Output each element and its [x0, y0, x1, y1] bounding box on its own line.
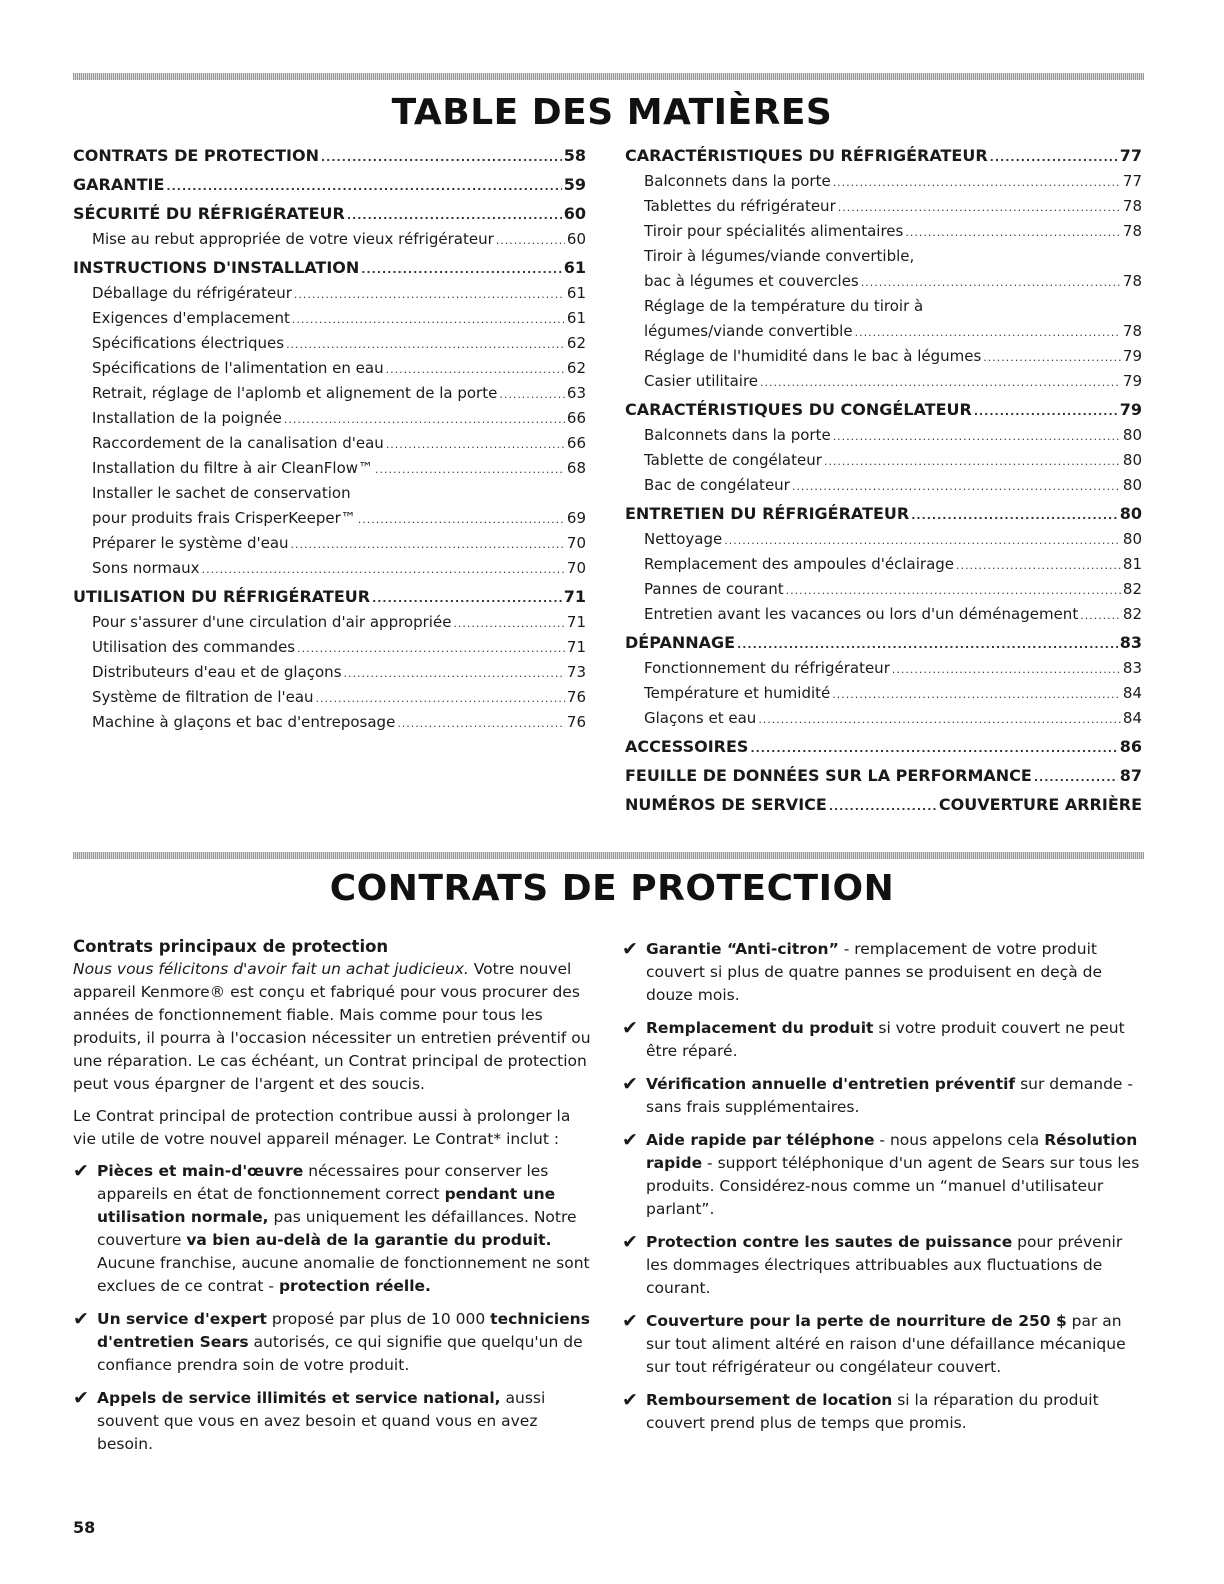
toc-leader-dots [375, 457, 565, 482]
toc-leader-dots [286, 332, 565, 357]
toc-entry-page: 66 [566, 434, 586, 452]
toc-entry-page: 68 [566, 459, 586, 477]
toc-entry-page: 71 [566, 613, 586, 631]
toc-entry [73, 506, 586, 531]
bold-text: Remplacement du produit [646, 1019, 874, 1037]
toc-entry [625, 143, 1142, 169]
toc-entry-label: INSTRUCTIONS D'INSTALLATION [73, 258, 360, 277]
toc-entry-page: 83 [1119, 633, 1142, 652]
toc-entry-label: Installation du filtre à air CleanFlow™ [92, 459, 374, 477]
toc-entry-page: 76 [566, 713, 586, 731]
toc-entry-label: Installation de la poignée [92, 409, 282, 427]
toc-entry-label: Remplacement des ampoules d'éclairage [644, 555, 955, 573]
intro-paragraph [73, 958, 593, 1096]
toc-entry [73, 306, 586, 331]
bold-text: Couverture pour la perte de nourriture de 250 $ [646, 1312, 1067, 1330]
toc-entry-label: FEUILLE DE DONNÉES SUR LA PERFORMANCE [625, 766, 1032, 785]
toc-entry-page: 83 [1122, 659, 1142, 677]
toc-entry [625, 319, 1142, 344]
toc-entry [625, 219, 1142, 244]
toc-leader-dots [347, 203, 562, 229]
toc-entry [73, 431, 586, 456]
toc-entry-label: Glaçons et eau [644, 709, 757, 727]
toc-entry-label: Spécifications de l'alimentation en eau [92, 359, 384, 377]
toc-entry-page: 58 [563, 146, 586, 165]
checklist-item [622, 1073, 1144, 1119]
toc-entry-label: UTILISATION DU RÉFRIGÉRATEUR [73, 587, 371, 606]
toc-entry [625, 194, 1142, 219]
toc-entry-page: 79 [1122, 372, 1142, 390]
toc-entry-page: 70 [566, 534, 586, 552]
toc-entry-label: DÉPANNAGE [625, 633, 736, 652]
toc-entry-label: Retrait, réglage de l'aplomb et alignement de la porte [92, 384, 498, 402]
body-text: pour prévenir les dommages électriques attribuables aux fluctuations de courant. [646, 1233, 1123, 1297]
toc-entry-page: 77 [1122, 172, 1142, 190]
toc-entry [625, 269, 1142, 294]
toc-entry [73, 584, 586, 610]
toc-entry [73, 635, 586, 660]
body-text: si la réparation du produit couvert prend plus de temps que promis. [646, 1391, 1099, 1432]
toc-entry-label: Nettoyage [644, 530, 723, 548]
toc-entry-label: Réglage de la température du tiroir à [644, 297, 924, 315]
toc-entry-page: 80 [1122, 426, 1142, 444]
toc-leader-dots [956, 553, 1121, 578]
toc-entry [625, 527, 1142, 552]
toc-entry-label: Tablette de congélateur [644, 451, 822, 469]
toc-entry-label: Préparer le système d'eau [92, 534, 289, 552]
toc-entry-label: Déballage du réfrigérateur [92, 284, 292, 302]
toc-leader-dots [833, 424, 1121, 449]
body-text: - support téléphonique d'un agent de Sears sur tous les produits. Considérez-nous comme un “manuel d'utilisateur parlant”. [646, 1154, 1140, 1218]
toc-leader-dots [386, 432, 565, 457]
toc-entry [73, 255, 586, 281]
toc-entry-label: Mise au rebut appropriée de votre vieux réfrigérateur [92, 230, 494, 248]
toc-leader-dots [758, 707, 1121, 732]
bold-text: pendant une utilisation normale, [97, 1185, 556, 1226]
checklist-item [73, 1308, 593, 1377]
toc-entry [625, 602, 1142, 627]
toc-entry [73, 172, 586, 198]
toc-entry [73, 406, 586, 431]
toc-leader-dots [824, 449, 1121, 474]
toc-entry-label: SÉCURITÉ DU RÉFRIGÉRATEUR [73, 204, 345, 223]
toc-entry-label: Machine à glaçons et bac d'entreposage [92, 713, 396, 731]
toc-leader-dots [297, 636, 565, 661]
checkmark-icon: ✔ [622, 1389, 638, 1411]
bold-text: Remboursement de location [646, 1391, 893, 1409]
checkmark-icon: ✔ [73, 1387, 89, 1409]
toc-leader-dots [496, 228, 565, 253]
toc-entry-page: 61 [566, 309, 586, 327]
toc-entry-page: 82 [1122, 605, 1142, 623]
toc-entry-page: 66 [566, 409, 586, 427]
toc-entry [625, 552, 1142, 577]
toc-leader-dots [291, 532, 565, 557]
toc-leader-dots [974, 399, 1118, 425]
toc-entry-label: Raccordement de la canalisation d'eau [92, 434, 384, 452]
bold-text: Résolution rapide [646, 1131, 1138, 1172]
toc-entry-label: Balconnets dans la porte [644, 426, 831, 444]
toc-entry-page: 78 [1122, 197, 1142, 215]
checklist-item [73, 1160, 593, 1298]
toc-leader-dots [202, 557, 565, 582]
contracts-title: CONTRATS DE PROTECTION [329, 868, 895, 909]
toc-leader-dots [386, 357, 565, 382]
toc-entry [625, 423, 1142, 448]
body-text: - remplacement de votre produit couvert si plus de quatre pannes se produisent en deçà de douze mois. [646, 940, 1103, 1004]
toc-entry [625, 169, 1142, 194]
toc-leader-dots [905, 220, 1121, 245]
toc-entry-page: 78 [1122, 222, 1142, 240]
toc-entry-page: 78 [1122, 322, 1142, 340]
right-bullet-list [622, 938, 1144, 1435]
toc-entry-label: Système de filtration de l'eau [92, 688, 314, 706]
toc-entry-label: Fonctionnement du réfrigérateur [644, 659, 890, 677]
toc-entry-label: CARACTÉRISTIQUES DU CONGÉLATEUR [625, 400, 972, 419]
toc-entry-page: 61 [563, 258, 586, 277]
toc-entry-label: Sons normaux [92, 559, 200, 577]
toc-entry [73, 356, 586, 381]
checkmark-icon: ✔ [622, 938, 638, 960]
intro-italic: Nous vous félicitons d'avoir fait un achat judicieux. [73, 960, 469, 978]
toc-entry-label: Tiroir à légumes/viande convertible, [644, 247, 915, 265]
body-text: aussi souvent que vous en avez besoin et quand vous en avez besoin. [97, 1389, 546, 1453]
checkmark-icon: ✔ [73, 1308, 89, 1330]
bold-text: va bien au-delà de la garantie du produit. [186, 1231, 552, 1249]
body-text: pas uniquement les défaillances. Notre couverture [97, 1208, 577, 1249]
toc-entry [625, 656, 1142, 681]
toc-leader-dots [911, 503, 1118, 529]
checklist-item [622, 1310, 1144, 1379]
toc-entry-label: Balconnets dans la porte [644, 172, 831, 190]
toc-entry [73, 685, 586, 710]
toc-entry-label: Bac de congélateur [644, 476, 790, 494]
toc-entry-page: 76 [566, 688, 586, 706]
toc-entry-label: Spécifications électriques [92, 334, 285, 352]
toc-entry-page: 80 [1122, 530, 1142, 548]
bold-text: Pièces et main-d'œuvre [97, 1162, 304, 1180]
toc-entry-page: 63 [566, 384, 586, 402]
toc-leader-dots [321, 145, 562, 171]
top-divider [73, 73, 1144, 80]
toc-entry [73, 201, 586, 227]
toc-entry [73, 331, 586, 356]
toc-entry [73, 531, 586, 556]
toc-entry [625, 397, 1142, 423]
page-number: 58 [73, 1518, 96, 1537]
body-text: proposé par plus de 10 000 [266, 1310, 491, 1328]
toc-entry [625, 734, 1142, 760]
toc-leader-dots [499, 382, 565, 407]
body-text: par an sur tout aliment altéré en raison d'une défaillance mécanique sur tout réfrigérateur ou congélateur couvert. [646, 1312, 1126, 1376]
toc-entry-page: 77 [1119, 146, 1142, 165]
toc-entry [625, 448, 1142, 473]
intro-text: Votre nouvel appareil Kenmore® est conçu et fabriqué pour vous procurer des années de fonctionnement fiable. Mais comme pour tous les produits, il pourra à l'occasion nécessiter un entretien préventif ou une réparation. Le cas échéant, un Contrat principal de protection peut vous épargner de l'argent et des soucis. [73, 960, 591, 1093]
toc-entry-label: Distributeurs d'eau et de glaçons [92, 663, 342, 681]
checkmark-icon: ✔ [622, 1017, 638, 1039]
toc-entry-page: 81 [1122, 555, 1142, 573]
toc-entry-label: ENTRETIEN DU RÉFRIGÉRATEUR [625, 504, 910, 523]
toc-leader-dots [861, 270, 1121, 295]
toc-leader-dots [292, 307, 565, 332]
toc-entry [73, 143, 586, 169]
toc-entry-page: COUVERTURE ARRIÈRE [938, 795, 1142, 814]
toc-entry-label: Utilisation des commandes [92, 638, 296, 656]
checklist-item [622, 938, 1144, 1007]
toc-leader-dots [892, 657, 1121, 682]
bold-text: Vérification annuelle d'entretien préventif [646, 1075, 1016, 1093]
toc-entry-page: 71 [563, 587, 586, 606]
bold-text: techniciens d'entretien Sears [97, 1310, 590, 1351]
toc-entry-page: 70 [566, 559, 586, 577]
body-text: autorisés, ce qui signifie que quelqu'un de confiance prendra soin de votre produit. [97, 1333, 583, 1374]
toc-entry [625, 244, 1142, 269]
toc-leader-dots [1080, 603, 1121, 628]
toc-entry [625, 577, 1142, 602]
toc-entry-page: 84 [1122, 709, 1142, 727]
toc-entry-label: Casier utilitaire [644, 372, 759, 390]
toc-leader-dots [829, 794, 937, 820]
toc-entry-page: 80 [1119, 504, 1142, 523]
toc-entry-page: 59 [563, 175, 586, 194]
checklist-item [73, 1387, 593, 1456]
body-text: nécessaires pour conserver les appareils en état de fonctionnement correct [97, 1162, 549, 1203]
toc-entry-label: Pannes de courant [644, 580, 784, 598]
toc-entry-page: 78 [1122, 272, 1142, 290]
bold-text: Un service d'expert [97, 1310, 267, 1328]
toc-entry [73, 610, 586, 635]
toc-entry-page: 61 [566, 284, 586, 302]
left-bullet-list [73, 1160, 593, 1456]
toc-entry-page: 80 [1122, 451, 1142, 469]
toc-entry-label: Réglage de l'humidité dans le bac à légumes [644, 347, 982, 365]
toc-entry [73, 710, 586, 735]
toc-entry-label: légumes/viande convertible [644, 322, 853, 340]
checkmark-icon: ✔ [73, 1160, 89, 1182]
toc-entry-page: 84 [1122, 684, 1142, 702]
toc-leader-dots [358, 507, 565, 532]
toc-leader-dots [316, 686, 565, 711]
toc-entry-label: Tablettes du réfrigérateur [644, 197, 836, 215]
checklist-item [622, 1389, 1144, 1435]
body-text: sur demande - sans frais supplémentaires. [646, 1075, 1133, 1116]
toc-entry-label: bac à légumes et couvercles [644, 272, 859, 290]
toc-leader-dots [453, 611, 564, 636]
toc-entry-label: Installer le sachet de conservation [92, 484, 351, 502]
toc-entry [73, 456, 586, 481]
toc-entry [625, 706, 1142, 731]
toc-entry-page: 79 [1122, 347, 1142, 365]
toc-leader-dots [284, 407, 565, 432]
toc-entry [625, 473, 1142, 498]
toc-leader-dots [838, 195, 1121, 220]
toc-leader-dots [737, 632, 1118, 658]
toc-entry [625, 792, 1142, 818]
toc-entry-label: Température et humidité [644, 684, 831, 702]
toc-entry [73, 227, 586, 252]
toc-leader-dots [1034, 765, 1118, 791]
checklist-item [622, 1017, 1144, 1063]
toc-entry [73, 660, 586, 685]
toc-left-column [73, 143, 586, 735]
bold-text: Garantie “Anti-citron” [646, 940, 839, 958]
body-text: - nous appelons cela [874, 1131, 1045, 1149]
toc-title: TABLE DES MATIÈRES [391, 92, 833, 133]
toc-leader-dots [792, 474, 1121, 499]
toc-entry-page: 60 [563, 204, 586, 223]
toc-entry [73, 481, 586, 506]
bold-text: Aide rapide par téléphone [646, 1131, 875, 1149]
toc-leader-dots [786, 578, 1121, 603]
toc-entry-label: Tiroir pour spécialités alimentaires [644, 222, 904, 240]
toc-entry [73, 381, 586, 406]
checkmark-icon: ✔ [622, 1073, 638, 1095]
toc-entry-page: 73 [566, 663, 586, 681]
toc-entry-page: 87 [1119, 766, 1142, 785]
toc-entry-label: Exigences d'emplacement [92, 309, 290, 327]
checklist-item [622, 1231, 1144, 1300]
toc-leader-dots [166, 174, 561, 200]
toc-entry-label: Entretien avant les vacances ou lors d'un déménagement [644, 605, 1079, 623]
middle-divider [73, 852, 1144, 859]
toc-entry-page: 62 [566, 359, 586, 377]
toc-leader-dots [294, 282, 565, 307]
toc-right-column [625, 143, 1142, 818]
toc-leader-dots [397, 711, 565, 736]
contract-includes-paragraph: Le Contrat principal de protection contribue aussi à prolonger la vie utile de votre nouvel appareil ménager. Le Contrat* inclut : [73, 1107, 571, 1148]
toc-entry-label: CARACTÉRISTIQUES DU RÉFRIGÉRATEUR [625, 146, 988, 165]
toc-entry-page: 86 [1119, 737, 1142, 756]
toc-entry-page: 69 [566, 509, 586, 527]
toc-leader-dots [361, 257, 561, 283]
contracts-left-column [73, 937, 593, 1466]
toc-entry-page: 80 [1122, 476, 1142, 494]
toc-entry-label: GARANTIE [73, 175, 165, 194]
toc-leader-dots [724, 528, 1121, 553]
toc-entry-label: ACCESSOIRES [625, 737, 749, 756]
toc-entry-page: 82 [1122, 580, 1142, 598]
bold-text: protection réelle. [278, 1277, 431, 1295]
toc-leader-dots [990, 145, 1118, 171]
contracts-subheading: Contrats principaux de protection [73, 937, 389, 956]
toc-entry [73, 556, 586, 581]
contracts-right-column [622, 938, 1144, 1445]
toc-leader-dots [344, 661, 565, 686]
toc-entry-label: NUMÉROS DE SERVICE [625, 795, 827, 814]
toc-entry-label: Pour s'assurer d'une circulation d'air appropriée [92, 613, 452, 631]
toc-entry-page: 71 [566, 638, 586, 656]
toc-entry [625, 681, 1142, 706]
toc-leader-dots [372, 586, 562, 612]
bold-text: Appels de service illimités et service national, [97, 1389, 501, 1407]
toc-entry [625, 369, 1142, 394]
toc-entry-page: 60 [566, 230, 586, 248]
toc-entry-page: 79 [1119, 400, 1142, 419]
toc-leader-dots [833, 170, 1121, 195]
body-text: Aucune franchise, aucune anomalie de fonctionnement ne sont exclues de ce contrat - [97, 1254, 590, 1295]
toc-entry [625, 763, 1142, 789]
body-text: si votre produit couvert ne peut être réparé. [646, 1019, 1125, 1060]
toc-leader-dots [855, 320, 1121, 345]
toc-leader-dots [750, 736, 1117, 762]
toc-entry [625, 630, 1142, 656]
toc-entry [625, 294, 1142, 319]
checkmark-icon: ✔ [622, 1129, 638, 1151]
toc-leader-dots [760, 370, 1121, 395]
toc-entry [73, 281, 586, 306]
toc-entry [625, 344, 1142, 369]
toc-leader-dots [832, 682, 1121, 707]
checkmark-icon: ✔ [622, 1231, 638, 1253]
toc-entry-label: CONTRATS DE PROTECTION [73, 146, 319, 165]
checkmark-icon: ✔ [622, 1310, 638, 1332]
toc-entry-label: pour produits frais CrisperKeeper™ [92, 509, 356, 527]
bold-text: Protection contre les sautes de puissance [646, 1233, 1013, 1251]
toc-leader-dots [983, 345, 1121, 370]
checklist-item [622, 1129, 1144, 1221]
toc-entry-page: 62 [566, 334, 586, 352]
toc-entry [625, 501, 1142, 527]
